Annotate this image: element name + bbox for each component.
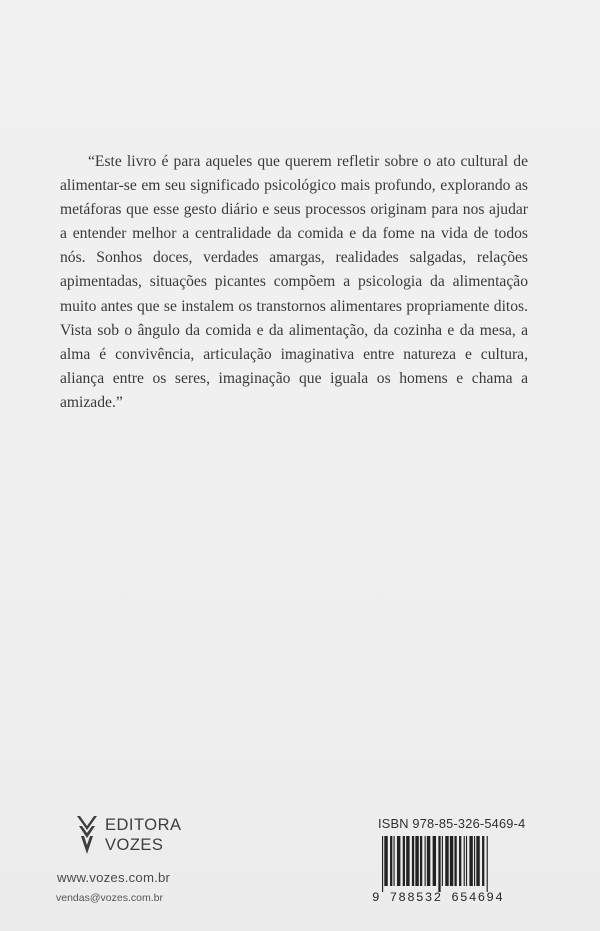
barcode-bar <box>464 836 465 886</box>
barcode-bar <box>438 836 440 892</box>
vozes-emblem-icon <box>74 812 100 856</box>
barcode-bar <box>474 836 475 886</box>
barcode-bar <box>390 836 392 886</box>
barcode-bar <box>433 836 436 886</box>
publisher-name-line2: VOZES <box>105 836 164 854</box>
barcode <box>372 836 547 892</box>
barcode-bar <box>425 836 426 886</box>
publisher-email: vendas@vozes.com.br <box>56 892 163 904</box>
barcode-bar <box>487 836 488 892</box>
barcode-bar <box>420 836 422 886</box>
barcode-bar <box>415 836 418 886</box>
barcode-bar <box>397 836 400 886</box>
barcode-bar <box>394 836 395 886</box>
barcode-bar <box>450 836 453 886</box>
publisher-website: www.vozes.com.br <box>57 870 171 885</box>
barcode-bar <box>469 836 472 886</box>
barcode-bar <box>466 836 467 886</box>
barcode-bar <box>482 836 484 886</box>
barcode-bar <box>445 836 448 886</box>
barcode-bar <box>459 836 461 886</box>
barcode-bar <box>412 836 414 886</box>
barcode-bar <box>384 836 387 886</box>
barcode-bar <box>427 836 430 886</box>
barcode-bar <box>403 836 405 886</box>
barcode-bar <box>476 836 479 886</box>
barcode-bar <box>406 836 409 886</box>
barcode-digits: 9 788532 654694 <box>372 891 505 905</box>
publisher-name-line1: EDITORA <box>105 816 182 834</box>
barcode-bar <box>454 836 456 886</box>
publisher-logo <box>74 810 194 862</box>
back-cover-blurb: “Este livro é para aqueles que querem refletir sobre o ato cultural de alimentar-se em seu significado psicológico mais profundo, explorando as metáforas que esse gesto diário e seus processos originam para nos ajudar a entender melhor a centralidade da comida e da fome na vida de todos nós. Sonhos doces, verdades amargas, realidades salgadas, relações apimentadas, situações picantes compõem a psicologia da alimentação muito antes que se instalem os transtornos alimentares propriamente ditos. Vista sob o ângulo da comida e da alimentação, da cozinha e da mesa, a alma é convivência, articulação imaginativa entre natureza e cultura, aliança entre os seres, imaginação que iguala os homens e chama a amizade.” <box>60 153 528 411</box>
isbn-label: ISBN 978-85-326-5469-4 <box>378 816 526 831</box>
barcode-bar <box>442 836 443 886</box>
barcode-bar <box>382 836 383 892</box>
